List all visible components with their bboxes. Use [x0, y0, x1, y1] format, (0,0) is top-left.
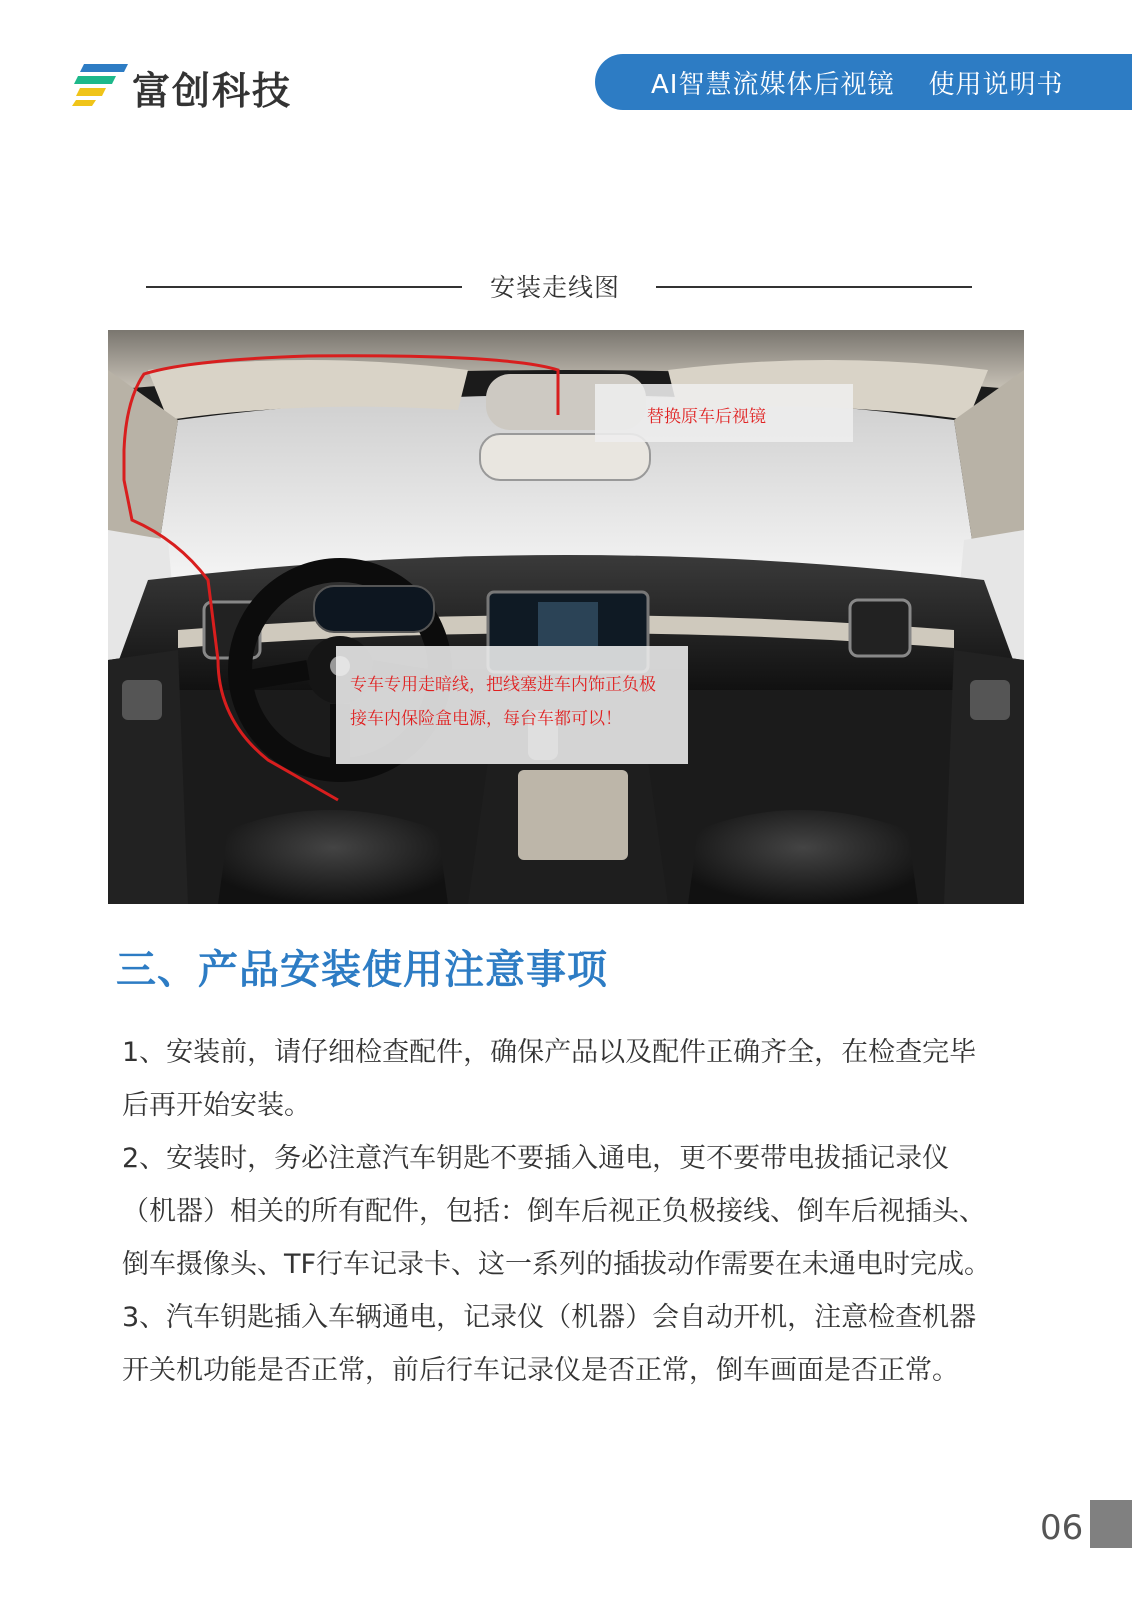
brand-logo-icon — [70, 60, 130, 106]
doc-title: AI智慧流媒体后视镜 — [651, 69, 895, 100]
precaution-item: 3、汽车钥匙插入车辆通电，记录仪（机器）会自动开机，注意检查机器开关机功能是否正常，前后行车记录仪是否正常，倒车画面是否正常。 — [122, 1302, 977, 1386]
section-title: 三、产品安装使用注意事项 — [116, 947, 608, 993]
car-interior-illustration — [108, 330, 1024, 904]
precaution-item: 1、安装前，请仔细检查配件，确保产品以及配件正确齐全，在检查完毕后再开始安装。 — [122, 1037, 977, 1121]
doc-type: 使用说明书 — [928, 69, 1064, 100]
precaution-item: 2、安装时，务必注意汽车钥匙不要插入通电，更不要带电拔插记录仪（机器）相关的所有配件，包括：倒车后视正负极接线、倒车后视插头、倒车摄像头、TF行车记录卡、这一系列的插拔动作需要在未通电时完成。 — [122, 1143, 992, 1280]
brand-name: 富创科技 — [132, 69, 293, 113]
diagram-heading: 安装走线图 — [490, 273, 621, 302]
heading-divider-left — [146, 286, 462, 288]
wiring-callout — [336, 646, 688, 764]
page-marker-block — [1090, 1500, 1132, 1548]
car-interior-photo — [108, 330, 1024, 904]
heading-divider-right — [656, 286, 972, 288]
brand-logo — [70, 58, 300, 113]
header-banner — [595, 54, 1132, 110]
precautions-list — [122, 1026, 1002, 1397]
wiring-callout-line2: 接车内保险盒电源，每台车都可以！ — [350, 709, 622, 729]
page-number: 06 — [1040, 1508, 1084, 1548]
wiring-callout-line1: 专车专用走暗线，把线塞进车内饰正负极 — [350, 675, 656, 695]
mirror-callout: 替换原车后视镜 — [595, 384, 853, 442]
